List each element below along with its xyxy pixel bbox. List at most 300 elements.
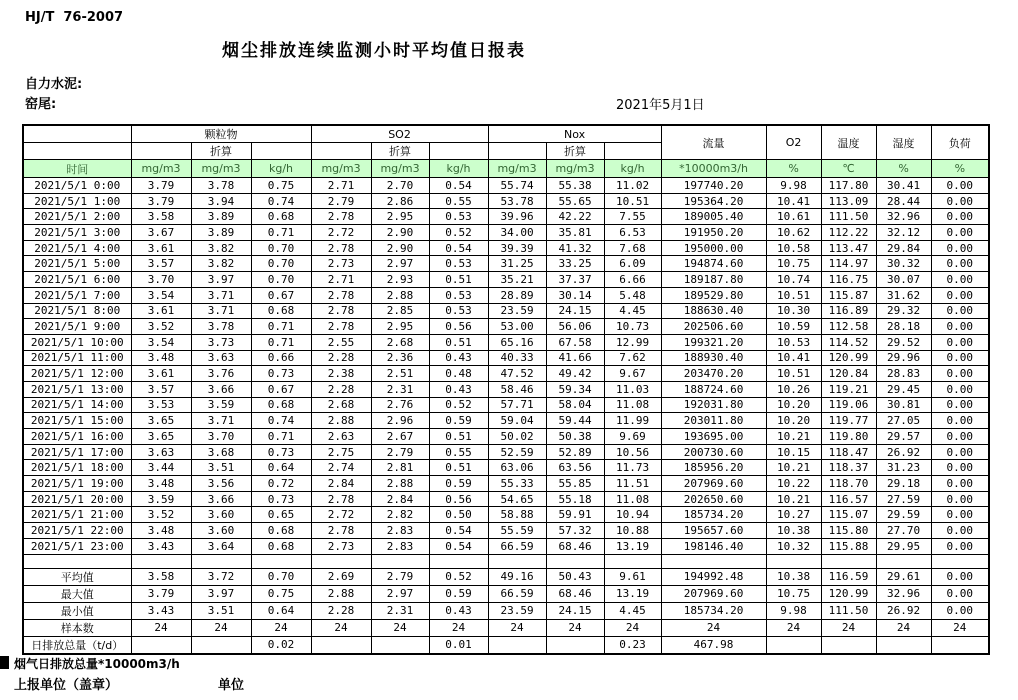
value-cell: 189005.40 (661, 209, 766, 225)
value-cell: 3.94 (191, 193, 251, 209)
value-cell: 68.46 (546, 585, 604, 602)
value-cell: 24 (546, 619, 604, 636)
value-cell: 39.39 (488, 240, 546, 256)
value-cell: 195000.00 (661, 240, 766, 256)
value-cell: 10.15 (766, 444, 821, 460)
value-cell: 0.00 (931, 413, 989, 429)
converted-header-pm: 折算 (191, 143, 251, 160)
empty-cell (23, 143, 131, 160)
value-cell: 2.28 (311, 381, 371, 397)
value-cell: 113.47 (821, 240, 876, 256)
value-cell (191, 554, 251, 568)
col-header-o2: O2 (766, 125, 821, 160)
value-cell: 24 (429, 619, 488, 636)
page-title: 烟尘排放连续监测小时平均值日报表 (222, 41, 526, 61)
value-cell: 2.78 (311, 303, 371, 319)
value-cell (371, 554, 429, 568)
value-cell: 29.61 (876, 568, 931, 585)
row-label: 日排放总量（t/d） (23, 636, 131, 654)
value-cell: 2.96 (371, 413, 429, 429)
value-cell: 31.25 (488, 256, 546, 272)
value-cell: 2.79 (371, 444, 429, 460)
value-cell: 63.06 (488, 460, 546, 476)
value-cell: 0.71 (251, 429, 311, 445)
value-cell: 24 (251, 619, 311, 636)
value-cell: 0.71 (251, 334, 311, 350)
value-cell (546, 554, 604, 568)
table-row (23, 366, 989, 382)
value-cell: 2.85 (371, 303, 429, 319)
value-cell: 24 (488, 619, 546, 636)
value-cell: 40.33 (488, 350, 546, 366)
value-cell: 2.97 (371, 585, 429, 602)
value-cell: 112.22 (821, 225, 876, 241)
table-row (23, 209, 989, 225)
value-cell: 50.38 (546, 429, 604, 445)
value-cell: 28.44 (876, 193, 931, 209)
group-header-nox: Nox (488, 125, 661, 143)
col-header-load: 负荷 (931, 125, 989, 160)
value-cell: 115.87 (821, 287, 876, 303)
value-cell: 9.61 (604, 568, 661, 585)
value-cell: 0.00 (931, 523, 989, 539)
time-cell: 2021/5/1 10:00 (23, 334, 131, 350)
value-cell (821, 636, 876, 654)
table-row (23, 460, 989, 476)
value-cell: 10.75 (766, 256, 821, 272)
value-cell: 3.57 (131, 256, 191, 272)
value-cell: 49.42 (546, 366, 604, 382)
value-cell: 10.75 (766, 585, 821, 602)
value-cell: 0.00 (931, 209, 989, 225)
value-cell: 29.96 (876, 350, 931, 366)
value-cell: 0.00 (931, 240, 989, 256)
value-cell: 10.51 (766, 366, 821, 382)
value-cell: 24 (604, 619, 661, 636)
value-cell: 0.55 (429, 193, 488, 209)
unit-cell: mg/m3 (371, 160, 429, 178)
value-cell: 3.57 (131, 381, 191, 397)
value-cell: 0.48 (429, 366, 488, 382)
value-cell: 28.18 (876, 319, 931, 335)
value-cell: 120.99 (821, 585, 876, 602)
time-cell: 2021/5/1 14:00 (23, 397, 131, 413)
time-cell: 2021/5/1 8:00 (23, 303, 131, 319)
value-cell: 11.08 (604, 491, 661, 507)
value-cell: 2.93 (371, 272, 429, 288)
time-cell: 2021/5/1 18:00 (23, 460, 131, 476)
value-cell: 2.88 (311, 585, 371, 602)
value-cell: 0.68 (251, 538, 311, 554)
value-cell: 2.70 (371, 178, 429, 194)
value-cell: 3.60 (191, 507, 251, 523)
value-cell: 63.56 (546, 460, 604, 476)
value-cell: 0.00 (931, 178, 989, 194)
value-cell: 195657.60 (661, 523, 766, 539)
value-cell: 3.89 (191, 209, 251, 225)
value-cell: 0.02 (251, 636, 311, 654)
value-cell: 0.00 (931, 225, 989, 241)
value-cell: 10.41 (766, 193, 821, 209)
row-label: 最小值 (23, 602, 131, 619)
value-cell: 3.76 (191, 366, 251, 382)
unit-label: 单位 (218, 678, 245, 693)
value-cell: 3.70 (131, 272, 191, 288)
reporting-unit-label: 上报单位（盖章） (14, 678, 119, 693)
value-cell: 55.33 (488, 476, 546, 492)
row-label: 平均值 (23, 568, 131, 585)
value-cell: 119.80 (821, 429, 876, 445)
value-cell: 3.60 (191, 523, 251, 539)
value-cell: 54.65 (488, 491, 546, 507)
value-cell: 55.18 (546, 491, 604, 507)
value-cell: 10.30 (766, 303, 821, 319)
converted-header-nox: 折算 (546, 143, 604, 160)
empty-cell (251, 143, 311, 160)
value-cell: 13.19 (604, 585, 661, 602)
empty-corner-cell (23, 125, 131, 143)
value-cell: 29.59 (876, 507, 931, 523)
value-cell: 59.04 (488, 413, 546, 429)
value-cell: 188724.60 (661, 381, 766, 397)
unit-cell: mg/m3 (546, 160, 604, 178)
value-cell: 10.21 (766, 460, 821, 476)
value-cell: 24 (661, 619, 766, 636)
value-cell: 0.52 (429, 225, 488, 241)
value-cell: 115.80 (821, 523, 876, 539)
value-cell: 3.54 (131, 287, 191, 303)
value-cell: 0.70 (251, 240, 311, 256)
value-cell: 119.77 (821, 413, 876, 429)
value-cell (191, 636, 251, 654)
value-cell: 29.95 (876, 538, 931, 554)
value-cell: 2.73 (311, 538, 371, 554)
value-cell: 0.53 (429, 303, 488, 319)
value-cell: 0.00 (931, 256, 989, 272)
summary-row (23, 602, 989, 619)
value-cell: 116.75 (821, 272, 876, 288)
value-cell: 10.94 (604, 507, 661, 523)
value-cell: 2.38 (311, 366, 371, 382)
station-name: 窑尾: (25, 97, 57, 112)
time-cell: 2021/5/1 3:00 (23, 225, 131, 241)
value-cell: 2.68 (371, 334, 429, 350)
value-cell: 3.67 (131, 225, 191, 241)
value-cell: 0.70 (251, 272, 311, 288)
value-cell: 2.78 (311, 523, 371, 539)
converted-header-so2: 折算 (371, 143, 429, 160)
value-cell: 2.82 (371, 507, 429, 523)
value-cell (661, 554, 766, 568)
value-cell: 53.00 (488, 319, 546, 335)
value-cell: 6.53 (604, 225, 661, 241)
value-cell: 0.52 (429, 568, 488, 585)
table-row (23, 240, 989, 256)
standard-code: HJ/T 76-2007 (25, 10, 124, 25)
value-cell: 2.63 (311, 429, 371, 445)
value-cell (766, 554, 821, 568)
table-row (23, 225, 989, 241)
value-cell: 3.79 (131, 178, 191, 194)
value-cell: 3.82 (191, 256, 251, 272)
value-cell: 3.61 (131, 366, 191, 382)
time-cell: 2021/5/1 5:00 (23, 256, 131, 272)
value-cell: 55.74 (488, 178, 546, 194)
value-cell: 0.54 (429, 538, 488, 554)
value-cell: 2.78 (311, 319, 371, 335)
value-cell: 189529.80 (661, 287, 766, 303)
value-cell (488, 636, 546, 654)
value-cell (931, 636, 989, 654)
value-cell: 0.67 (251, 287, 311, 303)
table-row (23, 538, 989, 554)
time-cell: 2021/5/1 15:00 (23, 413, 131, 429)
value-cell: 29.18 (876, 476, 931, 492)
empty-cell (488, 143, 546, 160)
value-cell: 11.73 (604, 460, 661, 476)
value-cell: 10.73 (604, 319, 661, 335)
value-cell: 2.72 (311, 225, 371, 241)
table-row (23, 413, 989, 429)
value-cell: 197740.20 (661, 178, 766, 194)
value-cell: 191950.20 (661, 225, 766, 241)
value-cell: 5.48 (604, 287, 661, 303)
value-cell (821, 554, 876, 568)
page-corner-mark (0, 656, 9, 669)
row-label: 样本数 (23, 619, 131, 636)
value-cell: 2.31 (371, 602, 429, 619)
value-cell: 3.65 (131, 413, 191, 429)
value-cell: 2.69 (311, 568, 371, 585)
value-cell: 30.07 (876, 272, 931, 288)
table-row (23, 272, 989, 288)
col-header-flow: 流量 (661, 125, 766, 160)
value-cell: 32.96 (876, 585, 931, 602)
value-cell: 2.78 (311, 209, 371, 225)
value-cell: 0.00 (931, 334, 989, 350)
value-cell: 3.59 (131, 491, 191, 507)
value-cell: 0.43 (429, 381, 488, 397)
value-cell: 114.52 (821, 334, 876, 350)
value-cell: 11.02 (604, 178, 661, 194)
value-cell: 116.57 (821, 491, 876, 507)
value-cell: 200730.60 (661, 444, 766, 460)
empty-cell (311, 143, 371, 160)
value-cell: 2.28 (311, 350, 371, 366)
value-cell: 0.53 (429, 209, 488, 225)
value-cell (131, 636, 191, 654)
value-cell: 6.09 (604, 256, 661, 272)
value-cell: 2.67 (371, 429, 429, 445)
value-cell: 12.99 (604, 334, 661, 350)
value-cell: 118.37 (821, 460, 876, 476)
value-cell: 115.88 (821, 538, 876, 554)
value-cell: 113.09 (821, 193, 876, 209)
value-cell: 30.14 (546, 287, 604, 303)
report-date: 2021年5月1日 (616, 98, 705, 113)
value-cell: 0.68 (251, 303, 311, 319)
table-row (23, 193, 989, 209)
value-cell: 2.31 (371, 381, 429, 397)
value-cell: 0.00 (931, 538, 989, 554)
summary-row (23, 568, 989, 585)
time-cell: 2021/5/1 22:00 (23, 523, 131, 539)
value-cell: 29.45 (876, 381, 931, 397)
value-cell: 120.84 (821, 366, 876, 382)
value-cell: 2.86 (371, 193, 429, 209)
value-cell: 3.58 (131, 568, 191, 585)
value-cell: 3.79 (131, 193, 191, 209)
value-cell: 4.45 (604, 303, 661, 319)
value-cell: 0.64 (251, 602, 311, 619)
value-cell: 0.67 (251, 381, 311, 397)
value-cell: 2.73 (311, 256, 371, 272)
value-cell: 3.71 (191, 303, 251, 319)
value-cell: 52.89 (546, 444, 604, 460)
time-cell: 2021/5/1 16:00 (23, 429, 131, 445)
value-cell: 3.97 (191, 272, 251, 288)
value-cell: 202650.60 (661, 491, 766, 507)
value-cell: 0.75 (251, 585, 311, 602)
value-cell: 29.57 (876, 429, 931, 445)
value-cell: 24 (821, 619, 876, 636)
value-cell: 30.32 (876, 256, 931, 272)
value-cell (931, 554, 989, 568)
value-cell: 0.00 (931, 366, 989, 382)
value-cell: 24 (931, 619, 989, 636)
value-cell: 50.02 (488, 429, 546, 445)
header-row-groups (23, 125, 989, 143)
table-row (23, 287, 989, 303)
value-cell: 3.52 (131, 319, 191, 335)
value-cell: 2.76 (371, 397, 429, 413)
value-cell: 7.55 (604, 209, 661, 225)
value-cell: 192031.80 (661, 397, 766, 413)
value-cell: 47.52 (488, 366, 546, 382)
value-cell (876, 554, 931, 568)
value-cell: 24 (311, 619, 371, 636)
value-cell: 0.70 (251, 568, 311, 585)
value-cell: 116.59 (821, 568, 876, 585)
value-cell: 2.36 (371, 350, 429, 366)
header-row-units (23, 160, 989, 178)
value-cell: 0.73 (251, 366, 311, 382)
value-cell: 11.51 (604, 476, 661, 492)
value-cell: 0.53 (429, 256, 488, 272)
value-cell: 0.71 (251, 225, 311, 241)
value-cell: 10.22 (766, 476, 821, 492)
value-cell: 4.45 (604, 602, 661, 619)
value-cell: 24 (131, 619, 191, 636)
value-cell: 3.48 (131, 350, 191, 366)
value-cell: 7.62 (604, 350, 661, 366)
value-cell: 2.97 (371, 256, 429, 272)
value-cell: 0.50 (429, 507, 488, 523)
value-cell: 0.00 (931, 287, 989, 303)
value-cell: 0.56 (429, 319, 488, 335)
value-cell: 37.37 (546, 272, 604, 288)
value-cell: 193695.00 (661, 429, 766, 445)
value-cell: 10.56 (604, 444, 661, 460)
value-cell: 3.89 (191, 225, 251, 241)
value-cell: 0.00 (931, 460, 989, 476)
value-cell: 0.73 (251, 444, 311, 460)
value-cell: 58.88 (488, 507, 546, 523)
value-cell: 3.51 (191, 460, 251, 476)
value-cell: 120.99 (821, 350, 876, 366)
time-cell: 2021/5/1 0:00 (23, 178, 131, 194)
value-cell: 23.59 (488, 303, 546, 319)
table-row (23, 491, 989, 507)
value-cell: 3.44 (131, 460, 191, 476)
value-cell: 0.00 (931, 193, 989, 209)
value-cell: 27.05 (876, 413, 931, 429)
time-cell: 2021/5/1 20:00 (23, 491, 131, 507)
value-cell: 207969.60 (661, 585, 766, 602)
row-label: 最大值 (23, 585, 131, 602)
value-cell: 3.71 (191, 413, 251, 429)
value-cell: 0.00 (931, 585, 989, 602)
value-cell: 3.97 (191, 585, 251, 602)
value-cell: 10.20 (766, 397, 821, 413)
value-cell: 0.73 (251, 491, 311, 507)
value-cell: 10.41 (766, 350, 821, 366)
value-cell: 66.59 (488, 585, 546, 602)
col-header-temperature: 温度 (821, 125, 876, 160)
empty-cell (604, 143, 661, 160)
value-cell: 55.38 (546, 178, 604, 194)
value-cell: 3.48 (131, 476, 191, 492)
value-cell: 11.03 (604, 381, 661, 397)
time-cell: 2021/5/1 12:00 (23, 366, 131, 382)
value-cell: 0.59 (429, 413, 488, 429)
value-cell: 188930.40 (661, 350, 766, 366)
value-cell: 55.65 (546, 193, 604, 209)
time-cell: 2021/5/1 1:00 (23, 193, 131, 209)
value-cell: 32.12 (876, 225, 931, 241)
unit-cell: mg/m3 (311, 160, 371, 178)
value-cell: 10.53 (766, 334, 821, 350)
value-cell: 3.52 (131, 507, 191, 523)
value-cell: 3.56 (191, 476, 251, 492)
value-cell: 3.66 (191, 381, 251, 397)
value-cell: 0.51 (429, 460, 488, 476)
value-cell: 49.16 (488, 568, 546, 585)
value-cell: 0.00 (931, 602, 989, 619)
table-row (23, 523, 989, 539)
value-cell: 0.00 (931, 476, 989, 492)
value-cell: 111.50 (821, 602, 876, 619)
value-cell (766, 636, 821, 654)
time-cell: 2021/5/1 7:00 (23, 287, 131, 303)
value-cell: 50.43 (546, 568, 604, 585)
table-row (23, 381, 989, 397)
value-cell: 2.71 (311, 178, 371, 194)
value-cell: 0.74 (251, 413, 311, 429)
value-cell: 0.43 (429, 350, 488, 366)
value-cell: 114.97 (821, 256, 876, 272)
value-cell: 58.46 (488, 381, 546, 397)
value-cell: 0.00 (931, 350, 989, 366)
value-cell: 0.23 (604, 636, 661, 654)
value-cell: 3.82 (191, 240, 251, 256)
value-cell: 28.83 (876, 366, 931, 382)
value-cell: 0.01 (429, 636, 488, 654)
value-cell: 59.34 (546, 381, 604, 397)
group-header-so2: SO2 (311, 125, 488, 143)
value-cell: 199321.20 (661, 334, 766, 350)
value-cell: 0.59 (429, 476, 488, 492)
